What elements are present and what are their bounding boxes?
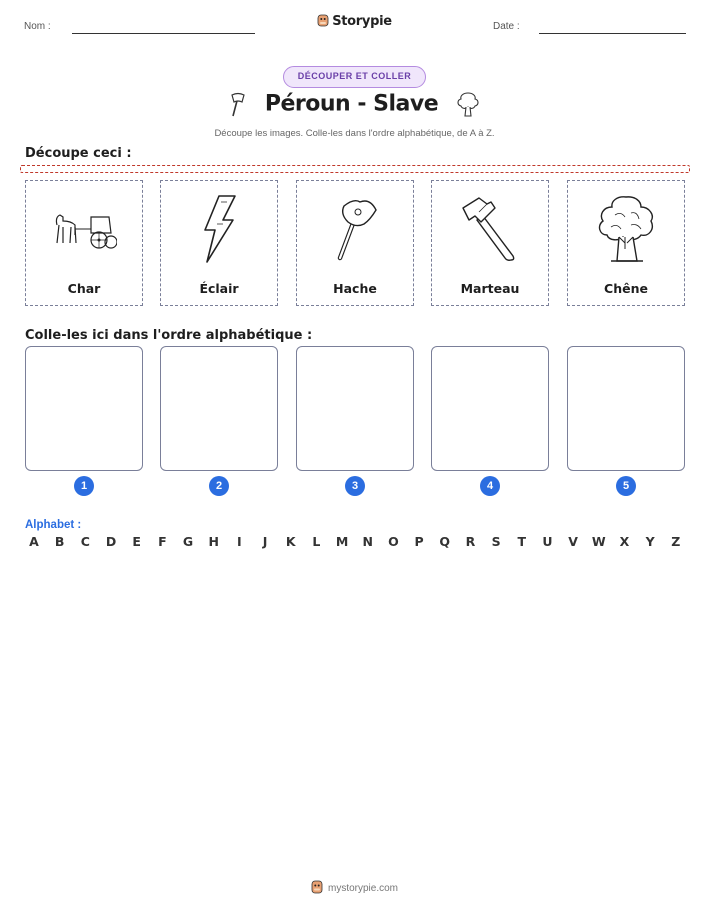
alphabet-letter: B (54, 534, 65, 549)
lightning-icon (197, 194, 241, 264)
mascot-icon (317, 14, 329, 27)
alphabet-letter: U (542, 534, 553, 549)
alphabet-letter: M (335, 534, 349, 549)
page-title-row (0, 90, 709, 118)
paste-slot-1[interactable] (25, 346, 143, 471)
slot-number-5: 5 (616, 476, 636, 496)
carriage-icon (51, 207, 117, 251)
alphabet-letter: S (491, 534, 501, 549)
activity-badge: DÉCOUPER ET COLLER (283, 66, 426, 88)
alphabet-letter: H (208, 534, 219, 549)
date-label: Date : (493, 21, 520, 32)
name-label: Nom : (24, 21, 51, 32)
alphabet-row (25, 534, 685, 549)
slot-number-2: 2 (209, 476, 229, 496)
card-label: Char (67, 281, 101, 296)
axe-icon (330, 196, 380, 262)
alphabet-letter: J (262, 534, 268, 549)
footer-url: mystorypie.com (327, 883, 398, 894)
alphabet-letter: Z (671, 534, 681, 549)
paste-slot-5[interactable] (567, 346, 685, 471)
alphabet-letter: Q (439, 534, 451, 549)
alphabet-letter: N (362, 534, 373, 549)
cut-card-char[interactable] (25, 180, 143, 306)
axe-icon (227, 91, 249, 117)
alphabet-letter: K (285, 534, 296, 549)
alphabet-letter: R (465, 534, 476, 549)
brand-logo (0, 14, 709, 29)
footer (0, 880, 709, 894)
alphabet-letter: F (158, 534, 167, 549)
cut-card-marteau[interactable] (431, 180, 549, 306)
card-label: Chêne (604, 281, 648, 296)
page-title: Péroun - Slave (264, 91, 439, 117)
brand-name: Storypie (332, 14, 392, 29)
cut-section-label: Découpe ceci : (25, 146, 132, 161)
cut-card-hache[interactable] (296, 180, 414, 306)
paste-slot-3[interactable] (296, 346, 414, 471)
cut-line (20, 165, 690, 173)
card-label: Éclair (199, 281, 239, 296)
alphabet-letter: L (312, 534, 321, 549)
alphabet-letter: I (237, 534, 242, 549)
alphabet-letter: P (414, 534, 424, 549)
alphabet-letter: C (80, 534, 90, 549)
alphabet-letter: O (388, 534, 399, 549)
alphabet-letter: X (619, 534, 630, 549)
alphabet-letter: Y (645, 534, 655, 549)
oak-tree-icon (591, 193, 661, 265)
alphabet-label: Alphabet : (25, 519, 82, 531)
paste-slot-2[interactable] (160, 346, 278, 471)
alphabet-letter: W (591, 534, 606, 549)
slot-number-4: 4 (480, 476, 500, 496)
hammer-icon (457, 194, 523, 264)
card-label: Hache (333, 281, 377, 296)
slot-number-3: 3 (345, 476, 365, 496)
alphabet-letter: V (568, 534, 578, 549)
alphabet-letter: E (132, 534, 141, 549)
alphabet-letter: D (105, 534, 117, 549)
instructions: Découpe les images. Colle-les dans l'ordre alphabétique, de A à Z. (214, 128, 495, 139)
cut-card-chene[interactable] (567, 180, 685, 306)
mascot-icon (311, 880, 323, 894)
cut-card-eclair[interactable] (160, 180, 278, 306)
date-line[interactable] (539, 33, 686, 34)
slot-number-1: 1 (74, 476, 94, 496)
alphabet-letter: G (182, 534, 194, 549)
paste-section-label: Colle-les ici dans l'ordre alphabétique : (25, 328, 313, 343)
paste-slot-4[interactable] (431, 346, 549, 471)
name-line[interactable] (72, 33, 255, 34)
card-label: Marteau (460, 281, 520, 296)
alphabet-letter: T (517, 534, 527, 549)
tree-icon (454, 90, 482, 118)
alphabet-letter: A (29, 534, 39, 549)
